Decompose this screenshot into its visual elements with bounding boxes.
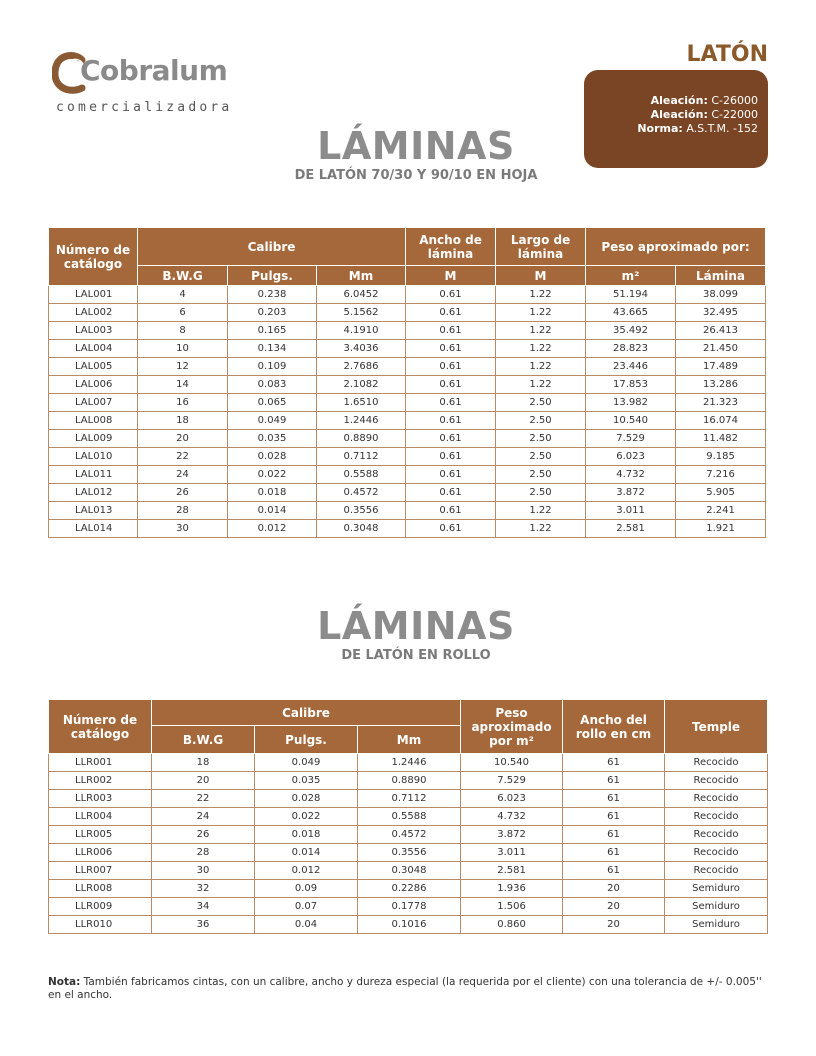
table-cell: 7.529: [461, 772, 563, 790]
table-cell: 3.011: [461, 844, 563, 862]
table-row: [49, 898, 768, 916]
table-row: [49, 754, 768, 772]
table-row: [49, 286, 766, 304]
section2-subtitle: DE LATÓN EN ROLLO: [341, 648, 491, 663]
header-calibre: Calibre: [152, 700, 461, 726]
table-cell: 36: [152, 916, 255, 934]
table-cell: 0.61: [406, 502, 496, 520]
sheet-table-body: [49, 286, 766, 538]
table-cell: 28: [152, 844, 255, 862]
table-row: [49, 844, 768, 862]
table-cell: 28.823: [586, 340, 676, 358]
table-cell: LLR008: [49, 880, 152, 898]
table-cell: 0.028: [228, 448, 317, 466]
table-cell: 20: [563, 880, 665, 898]
table-cell: 0.3048: [358, 862, 461, 880]
logo-subtitle: comercializadora: [56, 100, 233, 115]
table-cell: 0.238: [228, 286, 317, 304]
table-cell: 3.872: [586, 484, 676, 502]
table-cell: 1.2446: [317, 412, 406, 430]
table-cell: 18: [138, 412, 228, 430]
section2-title: LÁMINAS: [317, 604, 515, 648]
table-cell: Recocido: [665, 772, 768, 790]
table-cell: LLR004: [49, 808, 152, 826]
section1-subtitle: DE LATÓN 70/30 Y 90/10 EN HOJA: [294, 168, 538, 183]
table-cell: 61: [563, 772, 665, 790]
table-cell: 5.1562: [317, 304, 406, 322]
table-cell: 10.540: [586, 412, 676, 430]
table-cell: 24: [152, 808, 255, 826]
table-cell: 0.61: [406, 412, 496, 430]
table-cell: Semiduro: [665, 898, 768, 916]
table-cell: 14: [138, 376, 228, 394]
table-cell: 1.2446: [358, 754, 461, 772]
table-cell: 0.203: [228, 304, 317, 322]
alloy-line-2: [651, 108, 758, 121]
table-cell: 1.22: [496, 358, 586, 376]
header-m-ancho: M: [406, 266, 496, 286]
alloy-label: Aleación:: [650, 108, 708, 121]
table-row: [49, 376, 766, 394]
table-cell: 0.018: [228, 484, 317, 502]
table-cell: LLR002: [49, 772, 152, 790]
table-cell: 0.012: [228, 520, 317, 538]
table-cell: 1.22: [496, 502, 586, 520]
table-cell: 0.028: [255, 790, 358, 808]
table-cell: 21.450: [676, 340, 766, 358]
table-cell: 2.581: [586, 520, 676, 538]
header-pulgs: Pulgs.: [228, 266, 317, 286]
table-row: [49, 772, 768, 790]
header-calibre: Calibre: [138, 228, 406, 266]
table-cell: 0.035: [228, 430, 317, 448]
table-cell: 6.0452: [317, 286, 406, 304]
table-cell: 1.22: [496, 340, 586, 358]
table-cell: 0.8890: [358, 772, 461, 790]
table-cell: 13.982: [586, 394, 676, 412]
note-label: Nota:: [48, 976, 81, 988]
table-cell: 0.022: [228, 466, 317, 484]
roll-table: [48, 699, 768, 934]
table-cell: Semiduro: [665, 916, 768, 934]
table-cell: 18: [152, 754, 255, 772]
table-row: [49, 862, 768, 880]
table-cell: LAL004: [49, 340, 138, 358]
header-lamina: Lámina: [676, 266, 766, 286]
table-cell: 32: [152, 880, 255, 898]
table-cell: 0.012: [255, 862, 358, 880]
table-cell: Recocido: [665, 790, 768, 808]
table-row: [49, 358, 766, 376]
table-cell: 20: [138, 430, 228, 448]
table-cell: 0.3556: [358, 844, 461, 862]
table-cell: LAL008: [49, 412, 138, 430]
table-cell: 1.936: [461, 880, 563, 898]
table-row: [49, 304, 766, 322]
header-temple: Temple: [665, 700, 768, 754]
table-cell: 0.61: [406, 394, 496, 412]
table-cell: 0.61: [406, 340, 496, 358]
alloy-label: Aleación:: [650, 94, 708, 107]
alloy-value: C-26000: [711, 94, 758, 107]
table-cell: 0.7112: [358, 790, 461, 808]
table-cell: 2.50: [496, 484, 586, 502]
table-cell: 10: [138, 340, 228, 358]
table-cell: 0.014: [255, 844, 358, 862]
table-cell: 13.286: [676, 376, 766, 394]
table-cell: LAL013: [49, 502, 138, 520]
table-cell: 0.049: [228, 412, 317, 430]
table-cell: LAL001: [49, 286, 138, 304]
table-cell: 0.035: [255, 772, 358, 790]
table-cell: 30: [138, 520, 228, 538]
table-row: [49, 826, 768, 844]
header-ancho: Ancho de lámina: [406, 228, 496, 266]
logo-name: Cobralum: [80, 54, 228, 87]
header-largo: Largo de lámina: [496, 228, 586, 266]
table-cell: 1.921: [676, 520, 766, 538]
header-catalog: Número de catálogo: [49, 700, 152, 754]
header-catalog: Número de catálogo: [49, 228, 138, 286]
header-peso: Peso aproximado por:: [586, 228, 766, 266]
table-cell: 24: [138, 466, 228, 484]
table-cell: 0.61: [406, 520, 496, 538]
table-cell: 8: [138, 322, 228, 340]
table-cell: 23.446: [586, 358, 676, 376]
table-cell: 3.4036: [317, 340, 406, 358]
header-m2: m²: [586, 266, 676, 286]
table-cell: 1.6510: [317, 394, 406, 412]
table-cell: Recocido: [665, 844, 768, 862]
table-cell: 0.014: [228, 502, 317, 520]
table-cell: LAL006: [49, 376, 138, 394]
table-cell: LAL002: [49, 304, 138, 322]
table-row: [49, 502, 766, 520]
table-cell: 22: [138, 448, 228, 466]
table-cell: 0.3556: [317, 502, 406, 520]
table-cell: 16: [138, 394, 228, 412]
table-cell: 0.61: [406, 322, 496, 340]
table-cell: Recocido: [665, 862, 768, 880]
table-cell: 1.22: [496, 286, 586, 304]
header-mm: Mm: [317, 266, 406, 286]
table-cell: 5.905: [676, 484, 766, 502]
table-cell: 32.495: [676, 304, 766, 322]
table-cell: 2.50: [496, 394, 586, 412]
table-cell: 0.61: [406, 484, 496, 502]
table-cell: 61: [563, 790, 665, 808]
table-cell: 1.22: [496, 322, 586, 340]
table-cell: LLR007: [49, 862, 152, 880]
table-cell: LAL005: [49, 358, 138, 376]
table-cell: 6.023: [461, 790, 563, 808]
table-cell: 0.109: [228, 358, 317, 376]
norm-label: Norma:: [637, 122, 683, 135]
table-cell: Semiduro: [665, 880, 768, 898]
table-cell: LLR001: [49, 754, 152, 772]
table-cell: 61: [563, 862, 665, 880]
table-cell: 35.492: [586, 322, 676, 340]
table-cell: 43.665: [586, 304, 676, 322]
table-cell: 0.61: [406, 304, 496, 322]
table-cell: 2.50: [496, 466, 586, 484]
table-cell: 1.22: [496, 520, 586, 538]
table-cell: 22: [152, 790, 255, 808]
alloy-value: C-22000: [711, 108, 758, 121]
table-cell: 4: [138, 286, 228, 304]
table-cell: 0.065: [228, 394, 317, 412]
table-cell: 51.194: [586, 286, 676, 304]
section1-title: LÁMINAS: [317, 124, 515, 168]
table-cell: 7.529: [586, 430, 676, 448]
table-cell: Recocido: [665, 808, 768, 826]
table-row: [49, 520, 766, 538]
table-cell: 34: [152, 898, 255, 916]
table-cell: 0.018: [255, 826, 358, 844]
header-m-largo: M: [496, 266, 586, 286]
table-cell: 26: [138, 484, 228, 502]
table-cell: 61: [563, 844, 665, 862]
table-cell: 1.22: [496, 304, 586, 322]
header-pulgs: Pulgs.: [255, 726, 358, 754]
table-cell: LAL012: [49, 484, 138, 502]
header-peso: Peso aproximado por m²: [461, 700, 563, 754]
table-cell: 0.8890: [317, 430, 406, 448]
table-row: [49, 412, 766, 430]
sheet-table: [48, 227, 766, 538]
table-cell: LAL011: [49, 466, 138, 484]
table-cell: 61: [563, 808, 665, 826]
table-cell: LAL014: [49, 520, 138, 538]
table-cell: LLR010: [49, 916, 152, 934]
table-cell: 0.04: [255, 916, 358, 934]
table-cell: 4.1910: [317, 322, 406, 340]
table-cell: 0.1778: [358, 898, 461, 916]
table-cell: 7.216: [676, 466, 766, 484]
table-cell: LLR003: [49, 790, 152, 808]
table-cell: LLR006: [49, 844, 152, 862]
note-text: También fabricamos cintas, con un calibre, ancho y dureza especial (la requerida por el cliente) con una tolerancia de +/- 0.005'' en el ancho.: [48, 976, 762, 1001]
table-row: [49, 466, 766, 484]
table-row: [49, 394, 766, 412]
table-cell: 0.4572: [317, 484, 406, 502]
table-cell: 1.22: [496, 376, 586, 394]
header-bwg: B.W.G: [138, 266, 228, 286]
table-cell: 6.023: [586, 448, 676, 466]
roll-table-body: [49, 754, 768, 934]
table-cell: 2.50: [496, 448, 586, 466]
table-cell: 16.074: [676, 412, 766, 430]
table-row: [49, 322, 766, 340]
table-cell: 2.50: [496, 430, 586, 448]
table-row: [49, 430, 766, 448]
table-cell: 12: [138, 358, 228, 376]
table-cell: 21.323: [676, 394, 766, 412]
table-cell: 0.07: [255, 898, 358, 916]
table-cell: 0.049: [255, 754, 358, 772]
header-bwg: B.W.G: [152, 726, 255, 754]
table-cell: 2.581: [461, 862, 563, 880]
alloy-line-1: [651, 94, 758, 107]
table-cell: 0.09: [255, 880, 358, 898]
table-cell: 0.022: [255, 808, 358, 826]
table-cell: 6: [138, 304, 228, 322]
table-cell: 20: [563, 898, 665, 916]
material-title: LATÓN: [686, 42, 768, 67]
table-cell: 61: [563, 826, 665, 844]
table-cell: 30: [152, 862, 255, 880]
table-cell: 0.5588: [317, 466, 406, 484]
table-cell: 4.732: [586, 466, 676, 484]
table-cell: LAL010: [49, 448, 138, 466]
table-cell: 9.185: [676, 448, 766, 466]
table-cell: 0.61: [406, 376, 496, 394]
table-cell: 17.853: [586, 376, 676, 394]
table-cell: Recocido: [665, 754, 768, 772]
table-cell: 38.099: [676, 286, 766, 304]
table-row: [49, 340, 766, 358]
table-cell: 2.50: [496, 412, 586, 430]
table-cell: 20: [152, 772, 255, 790]
table-cell: 20: [563, 916, 665, 934]
header-mm: Mm: [358, 726, 461, 754]
table-cell: 4.732: [461, 808, 563, 826]
table-cell: 0.3048: [317, 520, 406, 538]
table-cell: LAL009: [49, 430, 138, 448]
table-cell: LAL003: [49, 322, 138, 340]
table-cell: 17.489: [676, 358, 766, 376]
table-cell: LLR005: [49, 826, 152, 844]
table-cell: 2.1082: [317, 376, 406, 394]
table-cell: 3.872: [461, 826, 563, 844]
company-logo: [52, 52, 233, 122]
table-cell: 0.860: [461, 916, 563, 934]
table-row: [49, 448, 766, 466]
table-cell: 26.413: [676, 322, 766, 340]
table-row: [49, 484, 766, 502]
table-cell: 28: [138, 502, 228, 520]
table-cell: Recocido: [665, 826, 768, 844]
table-cell: 3.011: [586, 502, 676, 520]
table-row: [49, 916, 768, 934]
table-cell: 0.165: [228, 322, 317, 340]
footnote: [48, 976, 772, 1002]
norm-value: A.S.T.M. -152: [686, 122, 758, 135]
table-cell: 1.506: [461, 898, 563, 916]
table-cell: 11.482: [676, 430, 766, 448]
table-cell: 0.4572: [358, 826, 461, 844]
table-cell: LAL007: [49, 394, 138, 412]
header-ancho-rollo: Ancho del rollo en cm: [563, 700, 665, 754]
table-row: [49, 790, 768, 808]
table-cell: 0.61: [406, 448, 496, 466]
table-cell: 2.241: [676, 502, 766, 520]
table-cell: 61: [563, 754, 665, 772]
table-cell: 0.134: [228, 340, 317, 358]
table-row: [49, 808, 768, 826]
table-cell: 10.540: [461, 754, 563, 772]
table-cell: 0.7112: [317, 448, 406, 466]
table-cell: 0.61: [406, 286, 496, 304]
table-cell: 2.7686: [317, 358, 406, 376]
table-cell: 0.2286: [358, 880, 461, 898]
table-row: [49, 880, 768, 898]
table-cell: 0.1016: [358, 916, 461, 934]
table-cell: 0.61: [406, 430, 496, 448]
table-cell: 0.083: [228, 376, 317, 394]
table-cell: 0.5588: [358, 808, 461, 826]
table-cell: 0.61: [406, 358, 496, 376]
table-cell: 26: [152, 826, 255, 844]
table-cell: LLR009: [49, 898, 152, 916]
table-cell: 0.61: [406, 466, 496, 484]
